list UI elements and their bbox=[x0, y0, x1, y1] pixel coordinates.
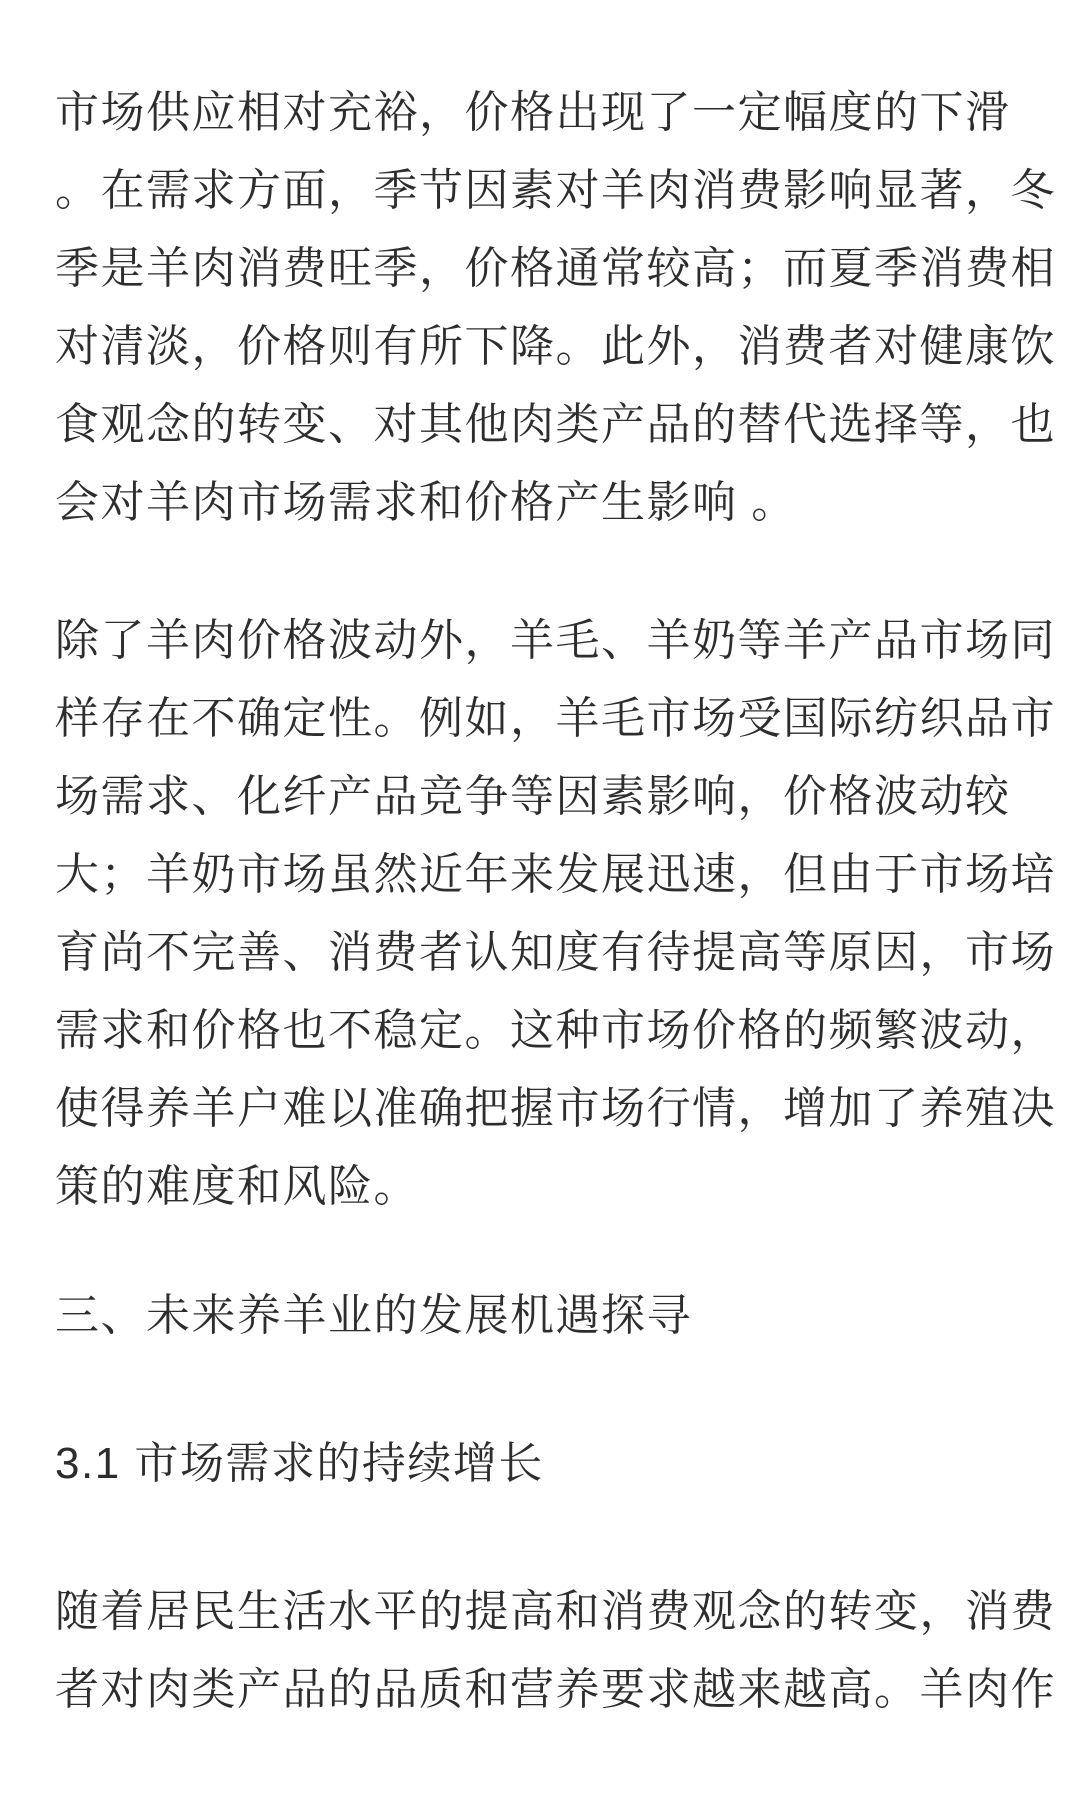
text-line: 策的难度和风险。 bbox=[55, 1162, 419, 1211]
text-line: 随着居民生活水平的提高和消费观念的转变，消费 bbox=[55, 1587, 1056, 1636]
text-line: 场需求、化纤产品竞争等因素影响，价格波动较 bbox=[55, 772, 1011, 821]
text-line: 大；羊奶市场虽然近年来发展迅速，但由于市场培 bbox=[55, 850, 1056, 899]
text-line: 食观念的转变、对其他肉类产品的替代选择等，也 bbox=[55, 400, 1056, 449]
text-line: 者对肉类产品的品质和营养要求越来越高。羊肉作 bbox=[55, 1665, 1056, 1714]
text-line: 样存在不确定性。例如，羊毛市场受国际纺织品市 bbox=[55, 694, 1056, 743]
sub-heading: 3.1 市场需求的持续增长 bbox=[55, 1439, 544, 1488]
text-line: 对清淡，价格则有所下降。此外，消费者对健康饮 bbox=[55, 322, 1056, 371]
text-line: 需求和价格也不稳定。这种市场价格的频繁波动， bbox=[55, 1006, 1056, 1055]
text-line: 市场供应相对充裕，价格出现了一定幅度的下滑 bbox=[55, 88, 1011, 137]
text-line: 。在需求方面，季节因素对羊肉消费影响显著，冬 bbox=[55, 166, 1056, 215]
paragraph-demand-growth bbox=[55, 1573, 1056, 1729]
paragraph-market-price bbox=[55, 74, 1056, 542]
text-line: 季是羊肉消费旺季，价格通常较高；而夏季消费相 bbox=[55, 244, 1056, 293]
text-line: 使得养羊户难以准确把握市场行情，增加了养殖决 bbox=[55, 1084, 1056, 1133]
paragraph-product-market-volatility bbox=[55, 602, 1056, 1226]
text-line: 除了羊肉价格波动外，羊毛、羊奶等羊产品市场同 bbox=[55, 616, 1056, 665]
text-line: 会对羊肉市场需求和价格产生影响 。 bbox=[55, 478, 797, 527]
text-line: 育尚不完善、消费者认知度有待提高等原因，市场 bbox=[55, 928, 1056, 977]
section-heading: 三、未来养羊业的发展机遇探寻 bbox=[55, 1291, 692, 1340]
